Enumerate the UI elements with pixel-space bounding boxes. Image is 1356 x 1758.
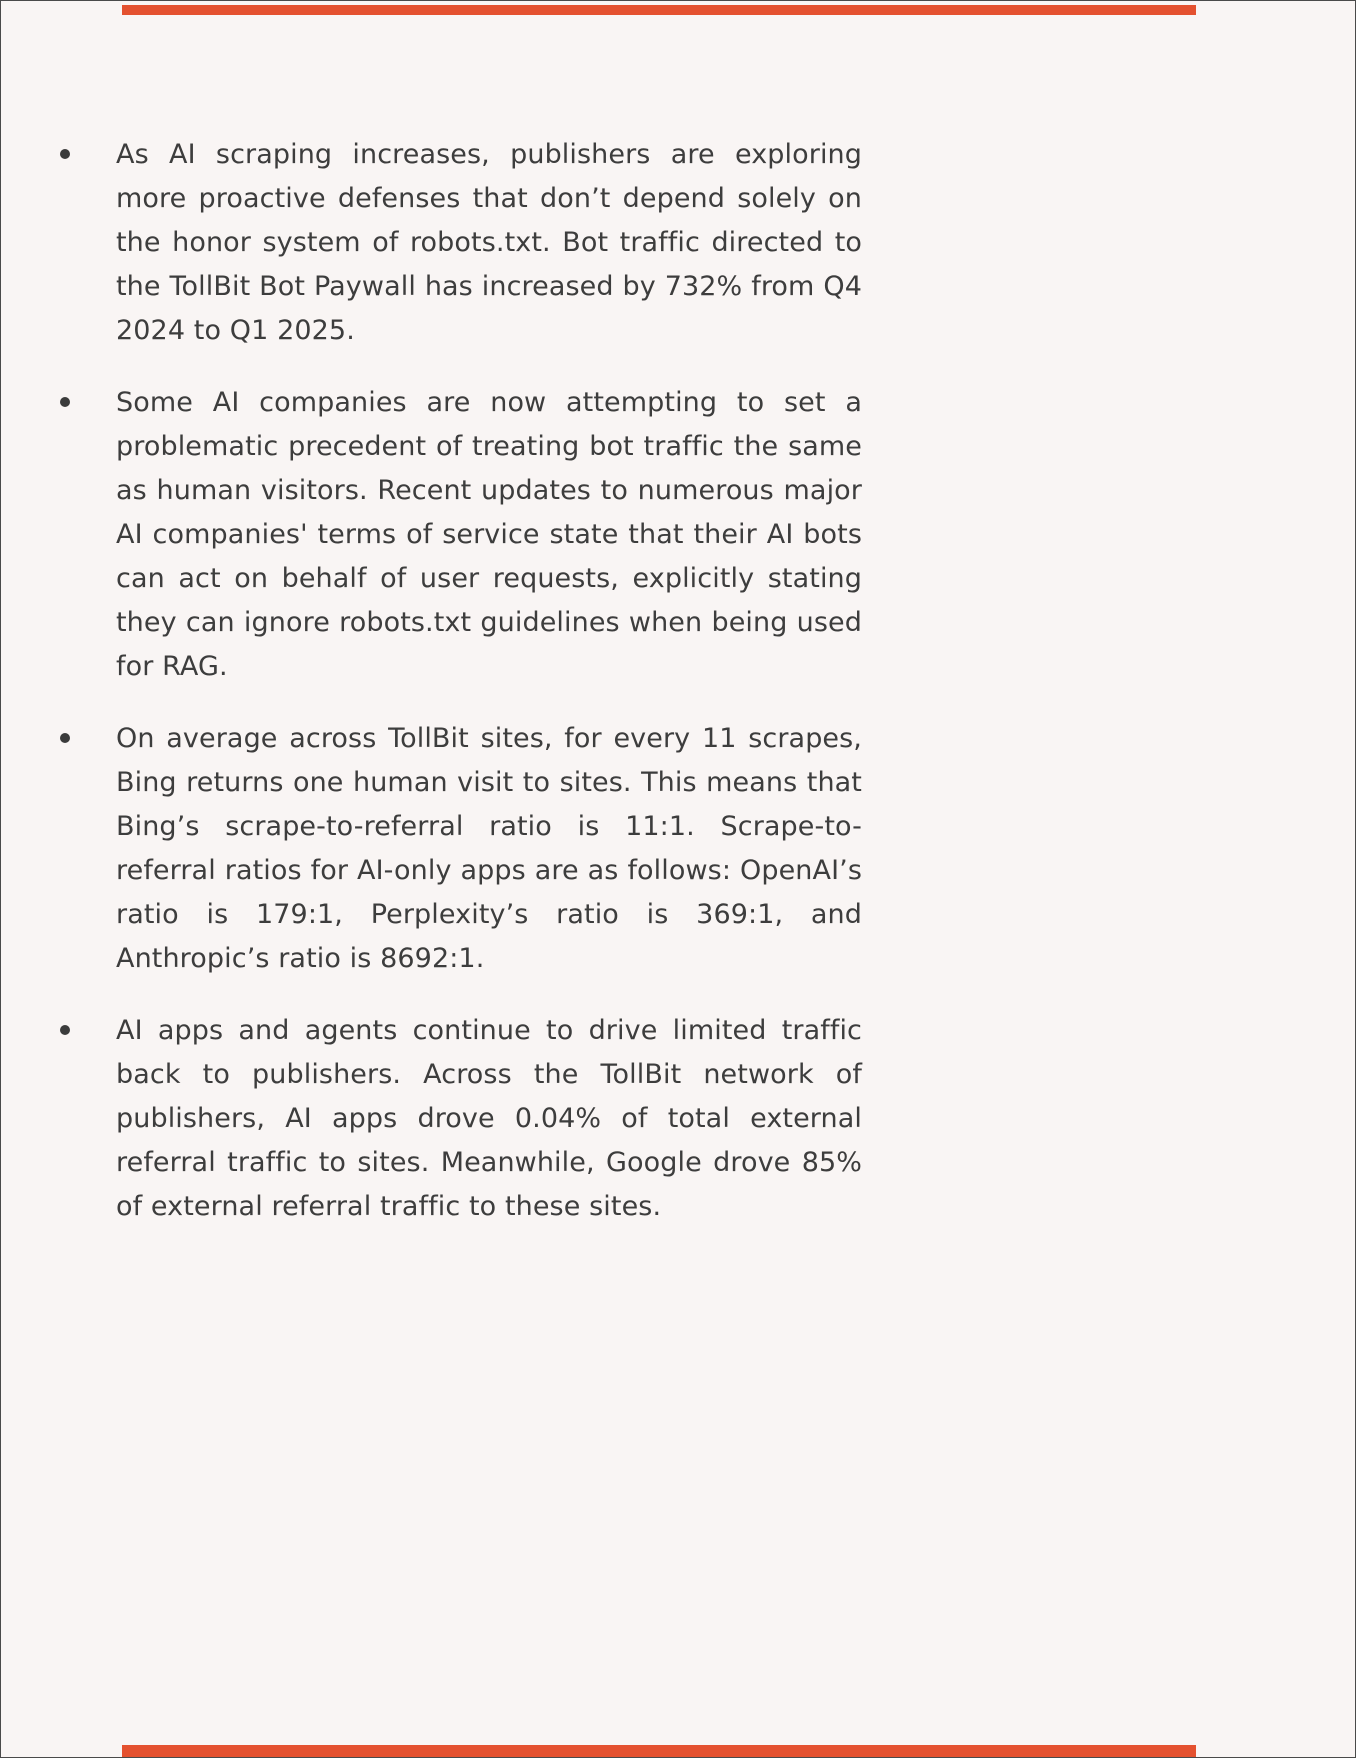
list-item — [1, 717, 862, 981]
list-item — [1, 381, 862, 689]
key-findings-list — [1, 133, 862, 1257]
bullet-text: As AI scraping increases, publishers are exploring more proactive defenses that don’t depend solely on the honor system of robots.txt. Bot traffic directed to the TollBit Bot Paywall has increased by 732% from Q4 2024 to Q1 2025. — [116, 139, 862, 346]
bullet-text: On average across TollBit sites, for every 11 scrapes, Bing returns one human visit to sites. This means that Bing’s scrape-to-referral ratio is 11:1. Scrape-to-referral ratios for AI-only apps are as follows: OpenAI’s ratio is 179:1, Perplexity’s ratio is 369:1, and Anthropic’s ratio is 8692:1. — [116, 723, 862, 974]
bullet-dot-icon — [60, 1025, 70, 1035]
list-item — [1, 1009, 862, 1229]
bullet-dot-icon — [60, 733, 70, 743]
bullet-dot-icon — [60, 397, 70, 407]
bullet-text: Some AI companies are now attempting to set a problematic precedent of treating bot traffic the same as human visitors. Recent updates to numerous major AI companies' terms of service state that their AI bots can act on behalf of user requests, explicitly stating they can ignore robots.txt guidelines when being used for RAG. — [116, 387, 862, 682]
top-accent-bar — [122, 5, 1196, 15]
bullet-dot-icon — [60, 149, 70, 159]
list-item — [1, 133, 862, 353]
bullet-text: AI apps and agents continue to drive limited traffic back to publishers. Across the TollBit network of publishers, AI apps drove 0.04% of total external referral traffic to sites. Meanwhile, Google drove 85% of external referral traffic to these sites. — [116, 1015, 862, 1222]
bottom-accent-bar — [122, 1745, 1196, 1758]
